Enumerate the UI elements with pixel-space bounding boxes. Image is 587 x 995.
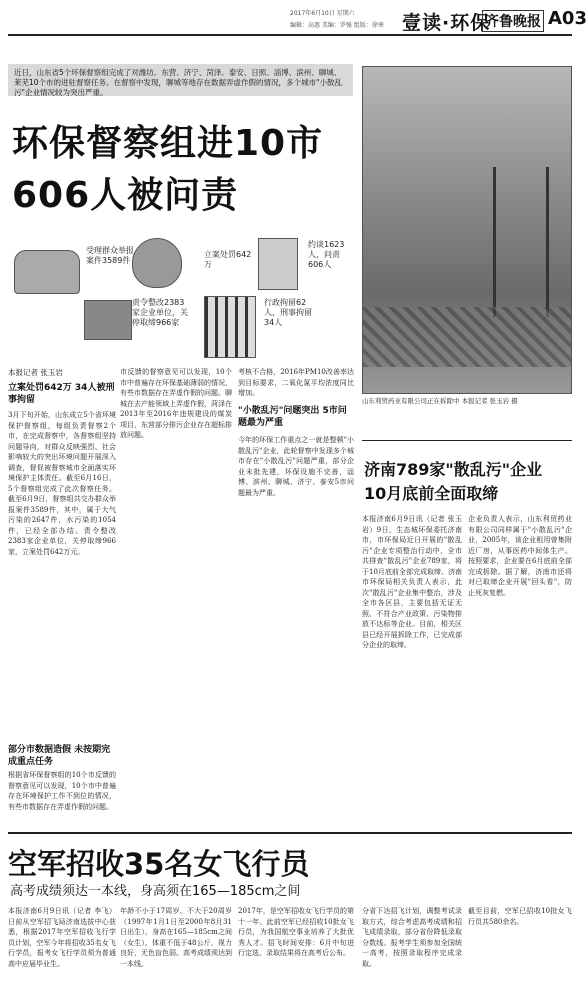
stat-detention: 行政拘留62人，刑事拘留34人 [264,298,312,327]
statistics-infographic [8,230,353,360]
subhead-fines: 立案处罚642万 34人被刑事拘留 [8,383,115,405]
story3-body: 分省下达招飞计划，调整考试录取方式，综合考虑高考成绩和招飞成绩录取，部分省份降低录取分数线。报考学生须参加全国统一高考，按照录取程序完成录取。 [362,907,462,968]
story3-body: 截至目前，空军已招收10批女飞行员共580余名。 [468,907,572,926]
article-paragraph: 3月下旬开始，山东成立5个省环境保护督察组，每组负责督察2个市，在完成督察中，各督察组坚持问题导向，对群众反映强烈、社会影响较大的突出环境问题开展深入调查，督促被督察城市全面落实环境保护主体责任。截至6月16日，5个督察组完成了此次督察任务。截至6月9日，督察组共交办群众举报案件3589件，其中，属于大气污染的2647件，水污染的1054件，已经全部办结。责令整改2383家企业单位，关停取缔966家，立案处罚642万元。 [8,411,116,556]
third-column [238,367,354,822]
byline: 本报记者 张玉岩 [8,368,63,377]
intro-summary: 近日，山东省5个环保督察组完成了对潍坊、东营、济宁、菏泽、泰安、日照、淄博、滨州、聊城、莱芜10个市的进驻督察任务。在督察中发现，聊城等地存在数据弄虚作假的情况，多个城市"小散乱污"企业情况较为突出严重。 [8,64,353,96]
story2-body: 本报济南6月9日讯（记者 张玉岩）9日，生态城环保委托济南市，市环保局近日开展的"散乱污"企业专项整治行动中，全市共排查"散乱污"企业789家，将于10月底前全部完成取缔。济南市环保局相关负责人表示，此次"散乱污"企业集中整治，涉及全市各区县，主要包括无证无照、不符合产业政策、污染物排放不达标等企业。目前，相关区县已经开展拆除工作，已完成部分企业的取缔。 [362,515,462,649]
editors-line: 编辑：高惠 美编：罗强 组版：徐寒 [290,22,384,29]
stat-fine: 立案处罚642万 [204,250,252,269]
stat-accountability: 约谈1623人，问责606人 [308,240,345,269]
headline-line-2: 606人被问责 [12,175,239,216]
story3-body: 2017年，是空军招收女飞行学员的第十一年。此前空军已经招收10批女飞行员，为我国航空事业培养了大批优秀人才。招飞时间安排：6月中旬进行定选，录取结果将在高考后公布。 [238,907,354,957]
left-column [8,382,116,822]
article-paragraph: 根据省环保督察组的10个市反馈的督察意见可以发现，10个市中普遍存在环境保护工作不到位的情况，有些市数据存在弄虚作假的问题。 [8,771,116,811]
divider [8,832,572,834]
story3-body: 年龄不小于17周岁、不大于20周岁（1997年1月1日至2000年8月31日出生），身高在165—185cm之间（女生），体重不低于48公斤，视力良好，无色盲色弱。高考成绩须达到一本线。 [120,907,232,968]
story2-headline [364,458,542,506]
subhead-small-polluters: "小散乱污"问题突出 5市问题最为严重 [238,406,347,428]
scaffold-shape [493,167,549,317]
article-paragraph: 市反馈的督察意见可以发现，10个市中普遍存在环保基础薄弱的情况，有些市数据存在弄虚作假的问题。聊城在去产能领域上弄虚作假，菏泽在2013年至2016年违规建设的煤炭项目，东营部分排污企业存在超标排放问题。 [120,368,232,439]
page-number: A03 [548,8,587,29]
stat-rectify: 责令整改2383家企业单位，关停取缔966家 [132,298,188,327]
story2-body-cont: 企业负责人表示，山东利贸药业有限公司同样属于"小散乱污"企业，2005年，该企业租用曾集附近厂房，从事医药中间体生产。按照要求，企业要在6月底前全部完成拆除。据了解，济南市还将对已取缔企业开展"回头看"，防止死灰复燃。 [468,515,572,597]
page-header [8,4,587,36]
story2-title-line-1: 济南789家"散乱污"企业 [364,460,543,479]
story3-headline: 空军招收35名女飞行员 [8,847,310,881]
stat-complaints: 受理群众举报案件3589件 [86,246,134,265]
story2-title-line-2: 10月底前全面取缔 [364,484,499,503]
divider [362,440,572,441]
main-headline [12,118,323,222]
section-title: 壹读·环保 [402,12,491,34]
factory-icon [84,300,132,340]
photo-caption: 山东利贸药业有限公司正在拆除中 本报记者 张玉岩 摄 [362,397,518,405]
question-sign-icon [258,238,298,290]
prison-bars-icon [204,296,256,358]
issue-date: 2017年6月10日 星期六 [290,10,355,17]
middle-column [120,367,232,822]
article-paragraph: 考核不合格，2016年PM10改善率达到目标要求，二氧化氮平均浓度同比增加。 [238,368,354,397]
telephone-icon [14,250,80,294]
newspaper-logo: 齐鲁晚报 [482,10,544,32]
story3-subtitle: 高考成绩须达一本线，身高须在165—185cm之间 [10,884,301,899]
story3-body: 本报济南6月9日讯（记者 李飞）日前从空军招飞局济南选拔中心获悉，根据2017年空军招收飞行学员计划，空军今年将招收35名女飞行学员，报考女飞行学员须为普通高中应届毕业生。 [8,907,116,968]
money-bag-icon [132,238,182,288]
subhead-data-fraud: 部分市数据造假 未按期完成重点任务 [8,745,111,767]
factory-demolition-photo [362,66,572,394]
debris-shape [363,307,571,367]
article-paragraph: 今年的环保工作重点之一就是整顿"小散乱污"企业，此轮督察中发现多个城市存在"小散乱污"问题严重，部分企业未批先建，环保设施不完善，淄博、滨州、聊城、济宁、泰安5市问题最为严重。 [238,436,354,497]
headline-line-1: 环保督察组进10市 [12,123,324,164]
